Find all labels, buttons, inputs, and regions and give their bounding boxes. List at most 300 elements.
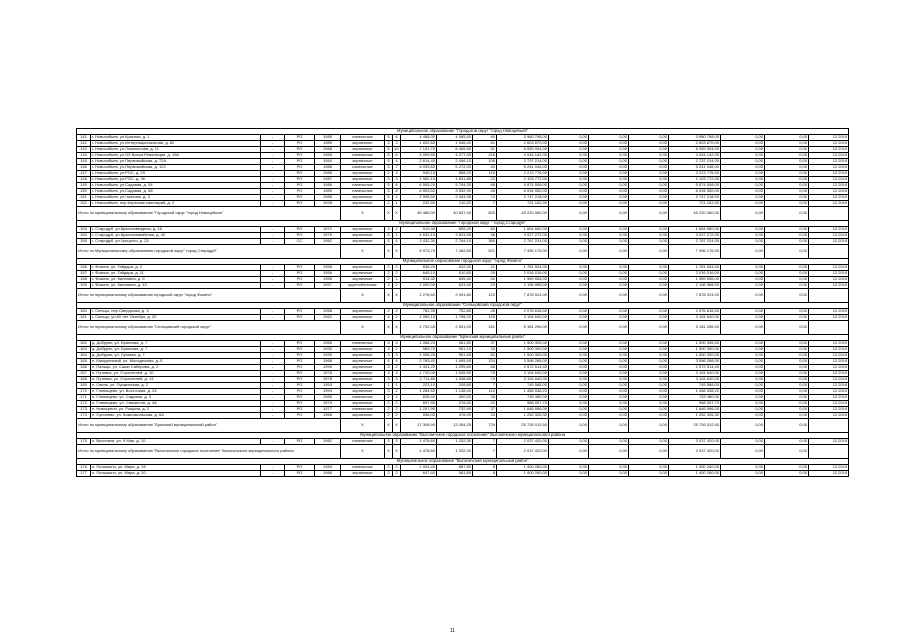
table-cell: панельные xyxy=(341,165,385,171)
table-cell: кирпичные xyxy=(341,471,385,477)
table-cell: 0,00 xyxy=(629,183,669,189)
table-cell: 1 646 996,00 xyxy=(497,407,549,413)
table-cell: 2 501,00 xyxy=(437,321,473,335)
table-cell: 8 xyxy=(393,183,401,189)
table-cell: панельные xyxy=(341,135,385,141)
table-cell: PO xyxy=(285,365,315,371)
table-cell: 0,00 xyxy=(629,413,669,419)
table-cell: 110 xyxy=(473,389,497,395)
table-cell: 0,00 xyxy=(765,439,809,445)
table-cell: 2 603 870,00 xyxy=(669,141,721,147)
section-title: Муниципальное образование "Брянский муниципальный район" xyxy=(77,335,849,341)
section-total-row xyxy=(77,207,849,221)
table-cell: 0,00 xyxy=(765,207,809,221)
table-cell: 5 874 508,00 xyxy=(669,183,721,189)
table-cell: 1 068,20 xyxy=(401,341,437,347)
table-cell: 1 400 260,00 xyxy=(497,465,549,471)
table-cell: 0,00 xyxy=(721,177,765,183)
table-cell: 2 783,40 xyxy=(401,359,437,365)
table-cell: 0,00 xyxy=(765,309,809,315)
section-total-row xyxy=(77,419,849,433)
table-cell: 2 076 616,00 xyxy=(669,309,721,315)
table-cell: 5 xyxy=(385,195,393,201)
table-cell: 989,70 xyxy=(401,347,437,353)
table-cell: 2 xyxy=(385,265,393,271)
table-cell: 7 496 176,00 xyxy=(669,245,721,259)
table-cell: 733 480,00 xyxy=(497,395,549,401)
table-cell: 0,00 xyxy=(589,171,629,177)
table-cell: 3 xyxy=(385,371,393,377)
table-cell: 0,00 xyxy=(589,389,629,395)
table-cell: 0,00 xyxy=(721,283,765,289)
table-cell: 1 982,10 xyxy=(401,177,437,183)
table-cell: 0,00 xyxy=(765,271,809,277)
address-cell: г. Новосибьев, ул.РОС, д. 36 xyxy=(91,177,261,183)
table-cell: - xyxy=(261,189,285,195)
table-cell: 4 xyxy=(393,159,401,165)
table-cell: PO xyxy=(285,395,315,401)
table-cell: 2 xyxy=(385,401,393,407)
table-cell: 0,00 xyxy=(765,353,809,359)
table-cell: 0,00 xyxy=(721,419,765,433)
table-cell: 12.2019 xyxy=(809,347,849,353)
table-cell: - xyxy=(261,407,285,413)
table-cell: 1978 xyxy=(315,377,341,383)
table-cell: 1 xyxy=(385,383,393,389)
address-cell: п. Глинищево, ул. Садовая, д. 3 xyxy=(91,395,261,401)
table-cell: PO xyxy=(285,271,315,277)
table-cell: 1968 xyxy=(315,359,341,365)
table-cell: 1 500 300,00 xyxy=(497,347,549,353)
table-cell: 68 xyxy=(473,365,497,371)
table-cell: 2 764,10 xyxy=(437,239,473,245)
table-cell: 141 xyxy=(77,135,91,141)
table-cell: 0,00 xyxy=(765,445,809,459)
table-cell: 22 xyxy=(473,401,497,407)
table-cell xyxy=(809,445,849,459)
table-cell: 142 xyxy=(77,141,91,147)
table-cell: 4 065,40 xyxy=(437,135,473,141)
table-cell: 0,00 xyxy=(549,271,589,277)
table-cell: 729 xyxy=(473,419,497,433)
table-cell: 0,00 xyxy=(549,233,589,239)
table-cell: 5 xyxy=(385,159,393,165)
table-cell: 635,40 xyxy=(437,277,473,283)
section-total-row xyxy=(77,321,849,335)
table-cell: кирпичные xyxy=(341,383,385,389)
table-cell: 0,00 xyxy=(589,271,629,277)
page-number: 11 xyxy=(449,628,456,634)
table-cell: 40 xyxy=(473,135,497,141)
table-cell: 7 xyxy=(473,445,497,459)
table-cell: 3 960 798,00 xyxy=(669,135,721,141)
address-cell: п. Путевка, ул. Строителей, д. 10 xyxy=(91,371,261,377)
table-cell: 45 xyxy=(473,189,497,195)
table-cell: 0,00 xyxy=(629,309,669,315)
address-cell: г. Новосибьев, ул.Чкалова, д. 3 xyxy=(91,195,261,201)
total-label: Итого по муниципальному образованию "Сельцовский городской округ" xyxy=(77,321,341,335)
address-cell: г. Новосибьев, ул.РОС, д. 29 xyxy=(91,171,261,177)
table-cell: PO xyxy=(285,413,315,419)
table-cell: 1984 xyxy=(315,465,341,471)
table-cell: - xyxy=(261,315,285,321)
table-cell: 0,00 xyxy=(549,309,589,315)
table-cell: 29 xyxy=(473,271,497,277)
table-cell: 3 xyxy=(385,377,393,383)
table-cell: 2 037 420,00 xyxy=(497,439,549,445)
address-cell: г. Стародуб, ул.Краснознамённая, д. 42 xyxy=(91,233,261,239)
table-cell: 0,00 xyxy=(549,289,589,303)
table-cell: 176 xyxy=(77,465,91,471)
table-cell: 0,00 xyxy=(629,135,669,141)
table-cell: 2 213 776,00 xyxy=(669,171,721,177)
table-cell: 0,00 xyxy=(589,289,629,303)
table-cell: PO xyxy=(285,153,315,159)
table-cell: - xyxy=(261,177,285,183)
table-cell: 74 xyxy=(473,377,497,383)
table-cell: 157 xyxy=(77,271,91,277)
table-cell: 1 252 326,30 xyxy=(497,413,549,419)
table-cell: 0,00 xyxy=(721,239,765,245)
table-cell: 0,00 xyxy=(765,189,809,195)
table-cell: 636,20 xyxy=(401,265,437,271)
table-cell: PO xyxy=(285,277,315,283)
table-cell: 0,00 xyxy=(765,239,809,245)
table-cell: 5 xyxy=(385,189,393,195)
table-cell: 0,00 xyxy=(721,271,765,277)
table-cell: 7 482,60 xyxy=(437,245,473,259)
table-cell: PO xyxy=(285,353,315,359)
table-cell: 0,00 xyxy=(721,365,765,371)
table-cell: кирпичные xyxy=(341,201,385,207)
table-cell: 12.2019 xyxy=(809,371,849,377)
table-cell: 0,00 xyxy=(589,227,629,233)
section-title: Муниципальное образование "Сельцовский городской округ" xyxy=(77,303,849,309)
address-cell: д. Добрунь, ул. Брянская, д. 7 xyxy=(91,341,261,347)
table-cell: 0,00 xyxy=(549,439,589,445)
table-cell: 3 960 798,00 xyxy=(497,135,549,141)
table-cell: 5 874 508,00 xyxy=(497,183,549,189)
table-cell: 1 761 534,00 xyxy=(497,265,549,271)
table-cell: 0,00 xyxy=(765,195,809,201)
table-cell: 6 059 004,00 xyxy=(497,147,549,153)
table-cell: 0,00 xyxy=(765,419,809,433)
table-cell: 0,00 xyxy=(721,321,765,335)
table-cell: 7 878 024,00 xyxy=(669,289,721,303)
table-cell: 961,60 xyxy=(437,353,473,359)
table-cell: 5 181 256,00 xyxy=(669,321,721,335)
table-cell: 1990 xyxy=(315,365,341,371)
table-cell: 12.2019 xyxy=(809,177,849,183)
table-cell: 0,00 xyxy=(765,315,809,321)
table-cell: 476,00 xyxy=(437,413,473,419)
table-cell: 1977 xyxy=(315,407,341,413)
table-cell: - xyxy=(261,233,285,239)
table-cell: 2 xyxy=(393,365,401,371)
table-cell: - xyxy=(261,365,285,371)
table-cell: 223,10 xyxy=(401,383,437,389)
table-cell: 2 747 218,00 xyxy=(497,195,549,201)
table-cell: 2 xyxy=(385,395,393,401)
table-cell: 2 787 224,00 xyxy=(669,239,721,245)
table-cell: 0,00 xyxy=(629,277,669,283)
table-cell: 2 572 514,40 xyxy=(669,365,721,371)
total-label: Итого по Муниципальному образованию городской округ" город Стародуб" xyxy=(77,245,341,259)
table-cell: 0,00 xyxy=(765,371,809,377)
table-cell: кирпичные xyxy=(341,171,385,177)
table-cell: 5 272,00 xyxy=(437,165,473,171)
section-title: Муниципальное образование "Выгоничский муниципальный район" xyxy=(77,459,849,465)
table-cell xyxy=(809,207,849,221)
table-cell: PO xyxy=(285,401,315,407)
table-cell: 210,20 xyxy=(437,201,473,207)
table-cell: 752,80 xyxy=(437,309,473,315)
table-cell: 0,00 xyxy=(765,177,809,183)
table-cell: - xyxy=(261,347,285,353)
table-cell: 0,00 xyxy=(765,321,809,335)
table-cell: 0,00 xyxy=(589,407,629,413)
table-cell: 0,00 xyxy=(589,265,629,271)
table-cell: 0,00 xyxy=(629,207,669,221)
table-cell: 3 027 272,00 xyxy=(497,233,549,239)
table-cell: 0,00 xyxy=(629,147,669,153)
table-cell: 0,00 xyxy=(589,395,629,401)
table-cell: PO xyxy=(285,159,315,165)
table-cell: - xyxy=(261,227,285,233)
table-cell: 6 094 550,00 xyxy=(669,189,721,195)
table-cell: 0,00 xyxy=(589,201,629,207)
table-cell: 0,00 xyxy=(629,239,669,245)
table-cell: 161 xyxy=(77,315,91,321)
table-cell: 12.2019 xyxy=(809,233,849,239)
table-cell: 0,00 xyxy=(721,395,765,401)
table-cell: 151 xyxy=(473,321,497,335)
table-cell xyxy=(809,419,849,433)
table-cell: 12.2019 xyxy=(809,365,849,371)
table-cell: 0,00 xyxy=(765,165,809,171)
table-cell: 1958 xyxy=(315,265,341,271)
table-cell: 3 xyxy=(393,439,401,445)
table-cell: 151 xyxy=(77,195,91,201)
table-cell: 2 443,35 xyxy=(437,195,473,201)
table-cell: PO xyxy=(285,407,315,413)
table-cell: 40 837,40 xyxy=(437,207,473,221)
table-cell: 5 xyxy=(385,165,393,171)
table-cell: 1 332,30 xyxy=(437,445,473,459)
table-cell: 0,00 xyxy=(629,201,669,207)
table-cell: 0,00 xyxy=(765,159,809,165)
table-cell: 0,00 xyxy=(549,135,589,141)
table-cell: 0,00 xyxy=(549,383,589,389)
table-cell: 0,00 xyxy=(721,309,765,315)
table-cell: 0,00 xyxy=(765,183,809,189)
table-cell: PO xyxy=(285,315,315,321)
table-cell: 6 059 004,00 xyxy=(669,147,721,153)
table-cell: 0,00 xyxy=(629,271,669,277)
table-cell: 12.2019 xyxy=(809,389,849,395)
table-cell: 0,00 xyxy=(629,189,669,195)
table-cell: 1986 xyxy=(315,195,341,201)
table-cell: PO xyxy=(285,439,315,445)
table-cell: 0,00 xyxy=(549,183,589,189)
table-cell: 0,00 xyxy=(629,141,669,147)
table-cell: 0,00 xyxy=(629,245,669,259)
table-cell: 0,00 xyxy=(629,371,669,377)
table-cell: 1958 xyxy=(315,309,341,315)
table-cell: 0,00 xyxy=(589,419,629,433)
table-cell: 21 xyxy=(473,265,497,271)
table-cell: 2 603 870,00 xyxy=(497,141,549,147)
address-cell: г. Новосибьев, ул.Садовая, д. 58 xyxy=(91,189,261,195)
table-cell: 0,00 xyxy=(765,227,809,233)
table-cell: 33 xyxy=(473,347,497,353)
table-cell: 0,00 xyxy=(629,341,669,347)
table-cell: 3 xyxy=(393,371,401,377)
table-cell: 177 xyxy=(77,471,91,477)
table-cell: 1965 xyxy=(315,341,341,347)
table-cell: кирпичные xyxy=(341,195,385,201)
table-cell: 4 632,10 xyxy=(401,233,437,239)
table-cell: PO xyxy=(285,147,315,153)
table-cell: 2 737 214,00 xyxy=(497,159,549,165)
table-cell: 919,30 xyxy=(401,227,437,233)
table-cell: 0,00 xyxy=(765,245,809,259)
table-cell: 2 xyxy=(385,407,393,413)
table-cell: 1 252 326,30 xyxy=(669,413,721,419)
table-cell: 2 xyxy=(393,315,401,321)
table-cell: 3 xyxy=(385,439,393,445)
table-cell: кирпичные xyxy=(341,277,385,283)
table-cell: PO xyxy=(285,283,315,289)
table-cell: 3 xyxy=(385,227,393,233)
table-cell: 0,00 xyxy=(765,277,809,283)
table-cell xyxy=(809,245,849,259)
table-cell: 145 xyxy=(77,159,91,165)
table-cell: PO xyxy=(285,359,315,365)
table-cell: 0,00 xyxy=(721,135,765,141)
table-cell: 2 xyxy=(393,347,401,353)
table-cell: 0,00 xyxy=(549,395,589,401)
table-cell: 1 548,80 xyxy=(437,377,473,383)
table-cell: кирпичные xyxy=(341,347,385,353)
table-cell: - xyxy=(261,277,285,283)
table-cell: X xyxy=(385,245,393,259)
table-cell: 0,00 xyxy=(549,389,589,395)
table-cell: 647,40 xyxy=(401,471,437,477)
table-cell: 45 220 060,00 xyxy=(497,207,549,221)
table-cell: 2 xyxy=(385,471,393,477)
table-cell: 166 xyxy=(77,365,91,371)
table-cell: X xyxy=(393,289,401,303)
table-cell: 12.2019 xyxy=(809,227,849,233)
table-cell: 171 xyxy=(77,395,91,401)
table-cell xyxy=(809,289,849,303)
table-cell: кирпичные xyxy=(341,233,385,239)
table-cell: 0,00 xyxy=(589,439,629,445)
table-cell: 1 695,40 xyxy=(437,359,473,365)
table-cell: 0,00 xyxy=(589,183,629,189)
table-cell: PO xyxy=(285,135,315,141)
table-cell: 732,90 xyxy=(437,407,473,413)
table-cell: 144 xyxy=(77,153,91,159)
table-cell: 3 xyxy=(385,141,393,147)
table-cell: 0,00 xyxy=(721,413,765,419)
table-cell: - xyxy=(261,239,285,245)
table-cell: - xyxy=(261,413,285,419)
table-cell: 168 xyxy=(77,377,91,383)
table-cell: 400,20 xyxy=(437,395,473,401)
table-cell: 163 xyxy=(77,347,91,353)
table-cell: 1 400 260,00 xyxy=(497,471,549,477)
table-cell: 0,00 xyxy=(765,471,809,477)
table-cell: панельные xyxy=(341,395,385,401)
table-cell: 623,40 xyxy=(437,283,473,289)
table-cell: 0,00 xyxy=(549,347,589,353)
address-cell: г. Фокино, ул. Калинина, д. 5 xyxy=(91,277,261,283)
table-cell: 12.2019 xyxy=(809,189,849,195)
table-cell: 521 xyxy=(473,245,497,259)
table-cell: 1953 xyxy=(315,383,341,389)
table-cell: 0,00 xyxy=(721,359,765,365)
table-cell: 165 xyxy=(77,359,91,365)
table-cell: 858,20 xyxy=(437,171,473,177)
table-cell: 0,00 xyxy=(765,389,809,395)
table-cell: 1 969 506,00 xyxy=(497,277,549,283)
table-cell: 0,00 xyxy=(721,289,765,303)
table-cell: 0,00 xyxy=(549,401,589,407)
table-cell: кирпичные xyxy=(341,389,385,395)
table-cell: 0,00 xyxy=(549,419,589,433)
total-label: Итого по муниципальному образованию "Городской округ "город Новоцибьев" xyxy=(77,207,341,221)
table-cell: 2 106 968,00 xyxy=(669,283,721,289)
table-cell: кирпичные xyxy=(341,271,385,277)
table-cell: 721 162,00 xyxy=(497,201,549,207)
table-cell: 0,00 xyxy=(765,135,809,141)
address-cell: п. Глинищево, ул. Связистов, д. 3А xyxy=(91,401,261,407)
table-cell xyxy=(809,321,849,335)
table-cell: 0,00 xyxy=(629,321,669,335)
table-cell: 988 057,70 xyxy=(669,401,721,407)
table-cell: - xyxy=(261,465,285,471)
table-cell: панельные xyxy=(341,153,385,159)
table-cell: 1989 xyxy=(315,141,341,147)
table-cell: 0,00 xyxy=(549,359,589,365)
table-cell: PO xyxy=(285,195,315,201)
table-cell: 1 xyxy=(393,383,401,389)
table-cell: 0,00 xyxy=(549,159,589,165)
table-cell: 12.2019 xyxy=(809,359,849,365)
table-cell: 645,10 xyxy=(401,271,437,277)
table-cell: 45 485,00 xyxy=(401,207,437,221)
address-cell: п. Свень, ул. Пушкинская, д. 2 xyxy=(91,383,261,389)
table-cell: 2 037 420,00 xyxy=(669,445,721,459)
table-cell: 1978 xyxy=(315,371,341,377)
table-cell: 52 xyxy=(473,277,497,283)
table-cell: 2 016 016,00 xyxy=(497,271,549,277)
table-cell: - xyxy=(261,283,285,289)
table-cell: 0,00 xyxy=(589,309,629,315)
table-cell: 1928 xyxy=(315,201,341,207)
table-cell: 1 138,40 xyxy=(437,389,473,395)
table-cell: кирпичные xyxy=(341,309,385,315)
table-cell: - xyxy=(261,153,285,159)
table-cell: 0,00 xyxy=(721,407,765,413)
table-cell: 0,00 xyxy=(549,201,589,207)
table-cell: 17 308,90 xyxy=(401,419,437,433)
table-cell: 2 106 968,00 xyxy=(497,283,549,289)
table-cell: 0,00 xyxy=(629,289,669,303)
table-cell: X xyxy=(385,207,393,221)
